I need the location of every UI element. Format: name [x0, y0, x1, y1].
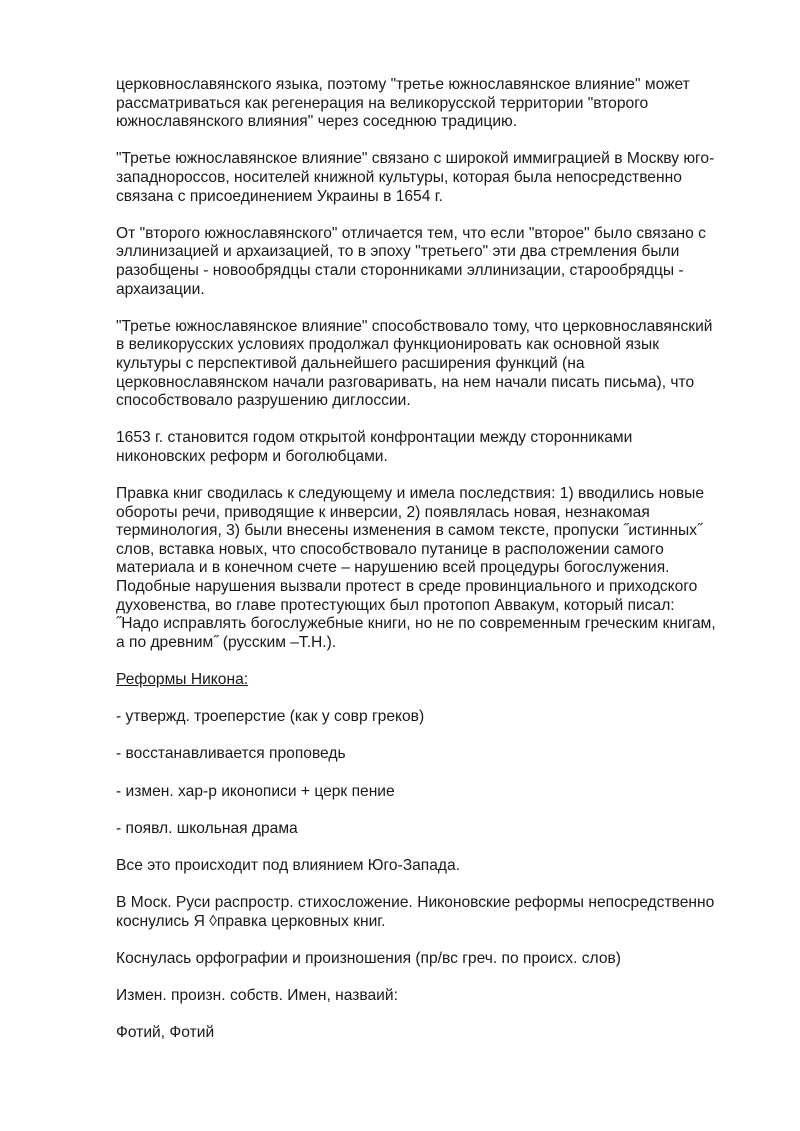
paragraph-church-slavonic-regeneration: церковнославянского языка, поэтому "третье южнославянское влияние" может рассматриваться как регенерация на великорусской территории "второго южнославянского влияния" через соседнюю традицию.	[116, 76, 690, 131]
document-page	[116, 76, 756, 1061]
list-item: - появл. школьная драма	[116, 819, 298, 837]
paragraph-orthography: Коснулась орфографии и произношения (пр/вс греч. по происх. слов)	[116, 949, 621, 967]
paragraph-third-influence-immigration: "Третье южнославянское влияние" связано с широкой иммиграцией в Москву юго- западнороссов, носителей книжной культуры, которая была непосредственно связана с присоединением Украины в 1654 г.	[116, 150, 715, 205]
list-item: - измен. хар-р иконописи + церк пение	[116, 782, 395, 800]
paragraph-southwest-influence: Все это происходит под влиянием Юго-Запада.	[116, 856, 461, 874]
list-item: - восстанавливается проповедь	[116, 745, 346, 763]
list-item: - утвержд. троеперстие (как у совр греков)	[116, 708, 425, 726]
paragraph-diglossia: "Третье южнославянское влияние" способствовало тому, что церковнославянский в великорусских условиях продолжал функционировать как основной язык культуры с перспективой дальнейшего расширения функций (на церковнославянском начали разговаривать, на нем начали писать письма), что способствовало разрушению диглоссии.	[116, 317, 713, 410]
paragraph-example-names: Фотий, Фотий	[116, 1024, 215, 1042]
section-heading-nikon-reforms: Реформы Никона:	[116, 671, 249, 688]
paragraph-book-correction: Правка книг сводилась к следующему и имела последствия: 1) вводились новые обороты речи, приводящие к инверсии, 2) появлялась новая, незнакомая терминология, 3) были внесены изменения в самом тексте, пропуски ˝истинных˝ слов, вставка новых, что способствовало путанице в расположении самого материала и в конечном счете – нарушению всей процедуры богослужения. Подобные нарушения вызвали протест в среде провинциального и приходского духовенства, во главе протестующих был протопоп Аввакум, который писал: ˝Надо исправлять богослужебные книги, но не по современным греческим книгам, а по древним˝ (русским –Т.Н.).	[116, 485, 716, 651]
paragraph-1653-confrontation: 1653 г. становится годом открытой конфронтации между сторонниками никоновских реформ и боголюбцами.	[116, 429, 633, 465]
paragraph-names-pronunciation: Измен. произн. собств. Имен, назваий:	[116, 987, 398, 1005]
paragraph-difference-from-second: От "второго южнославянского" отличается тем, что если "второе" было связано с эллинизацией и архаизацией, то в эпоху "третьего" эти два стремления были разобщены - новообрядцы стали сторонниками эллинизации, старообрядцы - архаизации.	[116, 224, 706, 298]
paragraph-versification: В Моск. Руси распростр. стихосложение. Никоновские реформы непосредственно коснулись Я ◊правка церковных книг.	[116, 894, 715, 930]
